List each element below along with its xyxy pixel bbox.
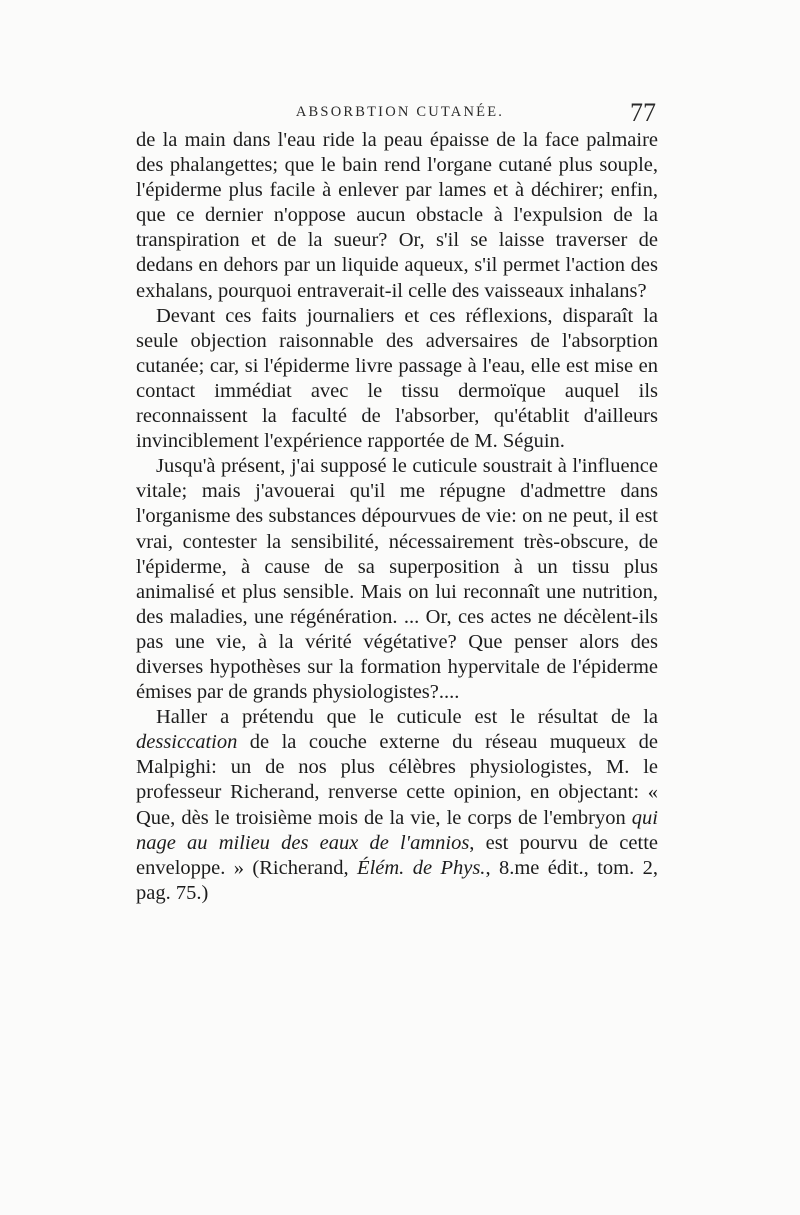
body-text: [136, 128, 658, 906]
paragraph-4-text-a: Haller a prétendu que le cuticule est le résultat de la: [156, 706, 658, 729]
running-title: ABSORBTION CUTANÉE.: [295, 104, 505, 120]
paragraph-3: Jusqu'à présent, j'ai supposé le cuticule soustrait à l'influence vitale; mais j'avouerai qu'il me répugne d'admettre dans l'organisme des substances dépourvues de vie: on ne peut, il est vrai, contester la sensibilité, nécessairement très-obscure, de l'épiderme, à cause de sa superposition à un tissu plus animalisé et plus sensible. Mais on lui reconnaît une nutrition, des maladies, une régénération. ... Or, ces actes ne décèlent-ils pas une vie, à la vérité végétative? Que penser alors des diverses hypothèses sur la formation hypervitale de l'épiderme émises par de grands physiologistes?....: [136, 455, 658, 704]
paragraph-4-text-c: de la couche externe du réseau muqueux de Malpighi: un de nos plus célèbres physiologistes, M. le professeur Richerand, renverse cette opinion, en objectant: « Que, dès le troisième mois de la vie, le corps de l'embryon: [136, 731, 658, 829]
page-header: [140, 100, 660, 130]
paragraph-4-italic-citation: Élém. de Phys.: [357, 856, 486, 879]
paragraph-4-italic-quote: qui nage au milieu des eaux de l'amnios: [136, 806, 658, 854]
paragraph-4: [136, 705, 658, 906]
paragraph-4-text-e: , est pourvu de cette enveloppe. » (Richerand,: [136, 831, 658, 879]
paragraph-4-italic-dessiccation: dessiccation: [136, 731, 238, 754]
paragraph-1: de la main dans l'eau ride la peau épaisse de la face palmaire des phalangettes; que le bain rend l'organe cutané plus souple, l'épiderme plus facile à enlever par lames et à déchirer; enfin, que ce dernier n'oppose aucun obstacle à l'expulsion de la transpiration et de la sueur? Or, s'il se laisse traverser de dedans en dehors par un liquide aqueux, s'il permet l'action des exhalans, pourquoi entraverait-il celle des vaisseaux inhalans?: [136, 129, 658, 302]
page-number: 77: [630, 98, 656, 127]
paragraph-2: Devant ces faits journaliers et ces réflexions, disparaît la seule objection raisonnable des adversaires de l'absorption cutanée; car, si l'épiderme livre passage à l'eau, elle est mise en contact immédiat avec le tissu dermoïque auquel ils reconnaissent la faculté de l'absorber, qu'établit d'ailleurs invinciblement l'expérience rapportée de M. Séguin.: [136, 304, 658, 453]
paragraph-4-text-g: , 8.me édit., tom. 2, pag. 75.): [136, 856, 658, 904]
